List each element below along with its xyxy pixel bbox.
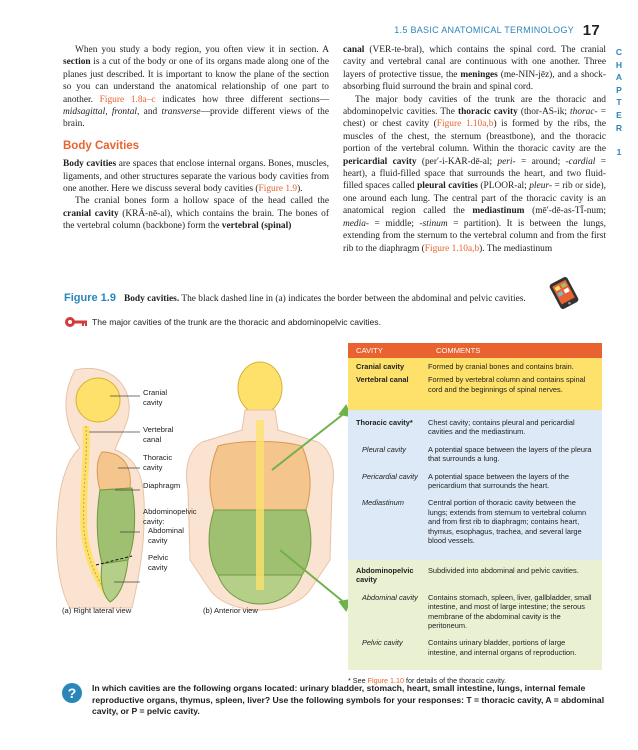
table-row: Vertebral canal Formed by vertebral column and contains spinal cord and the beginnings of spinal nerves. bbox=[356, 375, 586, 394]
cavities-table bbox=[348, 343, 602, 685]
key-icon bbox=[64, 316, 88, 328]
page-number: 17 bbox=[582, 22, 600, 39]
figure-link[interactable]: Figure 1.10 bbox=[367, 676, 404, 685]
label-vertebral-canal: Vertebral canal bbox=[143, 425, 174, 444]
question-icon: ? bbox=[62, 683, 82, 703]
lateral-view-figure bbox=[57, 368, 145, 608]
paragraph-vertebral: canal (VER-te-bral), which contains the spinal cord. The cranial cavity and vertebral canal are continuous with one another. Three layers of protective tissue, the meninges (me-NIN-jēz), and a shock-absorbing fluid surround the brain and spinal cord. bbox=[343, 45, 606, 93]
paragraph-thoracic: The major body cavities of the trunk are the thoracic and abdominopelvic cavities. The thoracic cavity (thor-AS-ik; thorac- = chest) or chest cavity (Figure 1.10a,b) is formed by the ribs, the muscles of the chest, the sternum (breastbone), and the thoracic portion of the vertebral column. Within the thoracic cavity are the pericardial cavity (per′-i-KAR-dē-al; peri- = around; -cardial = heart), a fluid-filled space that surrounds the heart, and two fluid-filled spaces called pleural cavities (PLOOR-al; pleur- = rib or side), one around each lung. The central part of the thoracic cavity is an anatomical region called the mediastinum (mē′-dē-as-TĪ-num; media- = middle; -stinum = partition). It is between the lungs, extending from the sternum to the vertebral column and from the first rib to the diaphragm (Figure 1.10a,b). The mediastinum bbox=[343, 94, 607, 254]
table-band-green bbox=[348, 560, 602, 670]
table-row: Abdominopelvic cavity Subdivided into abdominal and pelvic cavities. bbox=[356, 566, 579, 585]
table-row: Pericardial cavity A potential space between the layers of the pericardium that surrounds the heart. bbox=[362, 471, 569, 491]
label-thoracic-cavity: Thoracic cavity bbox=[143, 453, 173, 472]
table-row: Thoracic cavity* Chest cavity; contains pleural and pericardial cavities and the mediastinum. bbox=[356, 418, 575, 437]
anterior-view-figure bbox=[187, 362, 334, 610]
table-band-yellow bbox=[348, 358, 602, 410]
mobile-device-icon bbox=[546, 276, 582, 310]
label-view-b: (b) Anterior view bbox=[203, 606, 258, 615]
body-cavities-illustration bbox=[40, 360, 350, 620]
figure-number: Figure 1.9 bbox=[64, 292, 116, 304]
right-column bbox=[343, 44, 606, 255]
table-footnote: * See Figure 1.10 for details of the thoracic cavity. bbox=[348, 676, 507, 685]
label-abdominopelvic-cavity: Abdominopelvic cavity: bbox=[143, 507, 197, 526]
chapter-tab: C H A P T E R 1 bbox=[615, 47, 623, 158]
figure-link[interactable]: Figure 1.8a–c bbox=[99, 94, 156, 105]
table-header: CAVITY COMMENTS bbox=[348, 343, 602, 358]
label-view-a: (a) Right lateral view bbox=[62, 606, 132, 615]
paragraph-sections: When you study a body region, you often view it in section. A section is a cut of the body or one of its organs made along one of the planes just described. It is important to know the plane of the section so you can understand the anatomical relationship of one part to another. Figure 1.8a–c indicates how three different sections— midsagittal, frontal, and transverse—provide different views of the brain. bbox=[63, 45, 329, 130]
figure-caption: Figure 1.9 Body cavities. The black dashed line in (a) indicates the border between the abdominal and pelvic cavities. bbox=[64, 292, 526, 304]
left-column bbox=[63, 44, 329, 233]
table-row: Cranial cavity Formed by cranial bones and contains brain. bbox=[356, 362, 574, 371]
label-diaphragm: Diaphragm bbox=[143, 481, 181, 490]
review-question: In which cavities are the following organs located: urinary bladder, stomach, heart, small intestine, lungs, internal female reproductive organs, thymus, spleen, liver? Use the following symbols for your responses: T = thoracic cavity, A = abdominal cavity, or P = pelvic cavity. bbox=[92, 683, 605, 717]
label-cranial-cavity: Cranial cavity bbox=[143, 388, 168, 407]
section-heading: Body Cavities bbox=[63, 139, 140, 152]
paragraph-body-cavities: Body cavities are spaces that enclose internal organs. Bones, muscles, ligaments, and other structures separate the various body cavities from one another. Here we discuss several body cavities (Figure 1.9). bbox=[63, 159, 329, 195]
paragraph-cranial: The cranial bones form a hollow space of the head called the cranial cavity (KRĀ-nē-al), which contains the brain. The bones of the vertebral column (backbone) form the vertebral (spinal) bbox=[63, 196, 329, 232]
table-row: Mediastinum Central portion of thoracic cavity between the lungs; extends from sternum to vertebral column and from first rib to diaphragm; contains heart, thymus, esophagus, trachea, and several large blood vessels. bbox=[362, 498, 587, 546]
table-row: Pleural cavity A potential space between the layers of the pleura that surrounds a lung. bbox=[362, 444, 592, 464]
key-concept: The major cavities of the trunk are the thoracic and abdominopelvic cavities. bbox=[92, 317, 381, 327]
figure-link[interactable]: Figure 1.10a,b bbox=[424, 243, 480, 254]
section-title: 1.5 BASIC ANATOMICAL TERMINOLOGY bbox=[394, 25, 574, 35]
table-band-blue bbox=[348, 410, 602, 560]
label-abdominal-cavity: Abdominal cavity bbox=[148, 526, 184, 545]
running-head bbox=[0, 22, 600, 39]
figure-link[interactable]: Figure 1.10a,b bbox=[436, 119, 494, 130]
figure-title: Body cavities. bbox=[123, 294, 180, 304]
table-row: Abdominal cavity Contains stomach, spleen, liver, gallbladder, small intestine, and most of large intestine; the serous membrane of the abdominal cavity is the peritoneum. bbox=[362, 592, 592, 631]
figure-link[interactable]: Figure 1.9 bbox=[258, 184, 298, 195]
table-row: Pelvic cavity Contains urinary bladder, portions of large intestine, and internal organs of reproduction. bbox=[362, 638, 577, 657]
label-pelvic-cavity: Pelvic cavity bbox=[148, 553, 169, 572]
